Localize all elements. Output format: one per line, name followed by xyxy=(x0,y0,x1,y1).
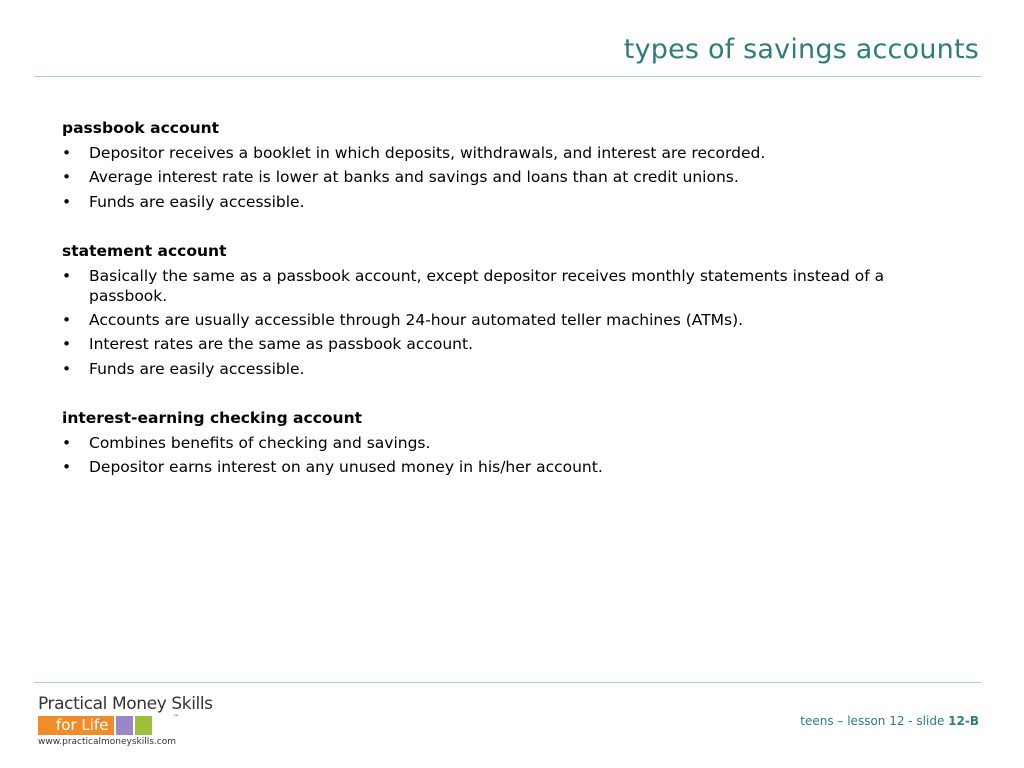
logo-url: www.practicalmoneyskills.com xyxy=(38,737,177,747)
bullet-item xyxy=(62,332,892,357)
logo-title: Practical Money Skills xyxy=(38,694,213,714)
section-passbook-account xyxy=(62,116,892,214)
slide-title: types of savings accounts xyxy=(623,34,979,65)
section-interest-earning-checking-account xyxy=(62,406,892,480)
bullet-item xyxy=(62,141,892,166)
bullet-text: Basically the same as a passbook account, except depositor receives monthly statements instead of a passbook. xyxy=(89,266,885,305)
section-heading: statement account xyxy=(62,241,227,260)
bullet-dot: • xyxy=(62,266,72,285)
bullet-dot: • xyxy=(62,433,72,452)
logo-green-square xyxy=(135,716,152,735)
section-heading: passbook account xyxy=(62,119,220,137)
logo-purple-square xyxy=(116,716,133,735)
bullet-item xyxy=(62,308,892,333)
bullet-text: Depositor receives a booklet in which deposits, withdrawals, and interest are recorded. xyxy=(89,143,766,162)
section-heading: interest-earning checking account xyxy=(62,408,363,427)
bullet-text: Accounts are usually accessible through 24-hour automated teller machines (ATMs). xyxy=(89,310,744,329)
logo-color-bar xyxy=(38,716,152,735)
footer-divider xyxy=(34,682,981,683)
footer-lesson-label: teens – lesson 12 - slide xyxy=(800,714,949,728)
bullet-list xyxy=(62,264,892,382)
bullet-text: Interest rates are the same as passbook account. xyxy=(89,335,474,354)
bullet-item xyxy=(62,455,892,480)
slide-content xyxy=(62,116,892,504)
bullet-list xyxy=(62,431,892,480)
bullet-item xyxy=(62,357,892,382)
bullet-text: Depositor earns interest on any unused money in his/her account. xyxy=(89,458,603,477)
bullet-text: Combines benefits of checking and savings. xyxy=(89,433,431,452)
bullet-item xyxy=(62,264,892,308)
slide-footer xyxy=(800,714,979,728)
bullet-dot: • xyxy=(62,335,72,354)
header-divider xyxy=(34,76,981,77)
practical-money-skills-logo xyxy=(38,694,238,754)
bullet-dot: • xyxy=(62,192,72,211)
bullet-list xyxy=(62,141,892,215)
bullet-text: Average interest rate is lower at banks and savings and loans than at credit unions. xyxy=(89,168,739,187)
bullet-dot: • xyxy=(62,168,72,187)
logo-for-life: for Life xyxy=(38,716,114,735)
logo-trademark: ™ xyxy=(173,714,179,721)
bullet-dot: • xyxy=(62,359,72,378)
bullet-item xyxy=(62,165,892,190)
bullet-text: Funds are easily accessible. xyxy=(89,359,305,378)
bullet-dot: • xyxy=(62,143,72,162)
bullet-item xyxy=(62,431,892,456)
bullet-dot: • xyxy=(62,310,72,329)
slide-number: 12-B xyxy=(948,714,979,728)
bullet-dot: • xyxy=(62,458,72,477)
bullet-text: Funds are easily accessible. xyxy=(89,192,305,211)
bullet-item xyxy=(62,190,892,215)
section-statement-account xyxy=(62,239,892,381)
